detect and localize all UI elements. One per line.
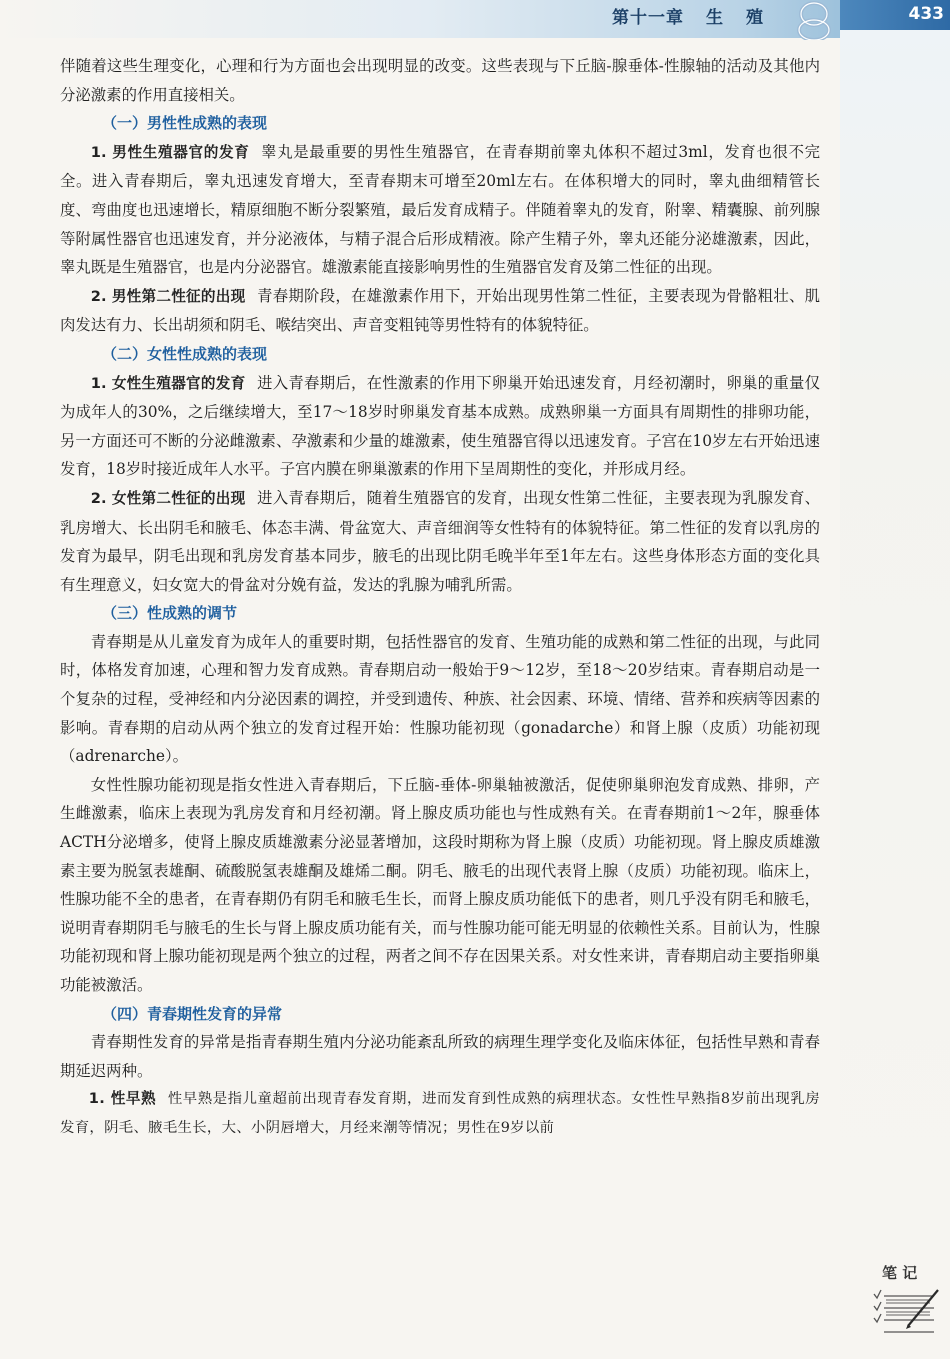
chapter-label: 第十一章 — [612, 8, 684, 28]
chapter-name-char-1: 生 — [706, 8, 724, 28]
subheading-female-secondary: 2. 女性第二性征的出现 — [90, 489, 246, 507]
page-number: 433 — [908, 4, 944, 24]
section-heading-male: （一）男性性成熟的表现 — [102, 114, 268, 133]
intro-paragraph: 伴随着这些生理变化，心理和行为方面也会出现明显的改变。这些表现与下丘脑-腺垂体-性腺轴的活动及其他内分泌激素的作用直接相关。 — [60, 57, 820, 104]
notes-label: 笔 记 — [882, 1264, 918, 1282]
paragraph-puberty-onset: 青春期是从儿童发育为成年人的重要时期，包括性器官的发育、生殖功能的成熟和第二性征的出现，与此同时，体格发育加速，心理和智力发育成熟。青春期启动一般始于9～12岁，至18～20岁结束。青春期启动是一个复杂的过程，受神经和内分泌因素的调控，并受到遗传、种族、社会因素、环境、情绪、营养和疾病等因素的影响。青春期的启动从两个独立的发育过程开始：性腺功能初现（gonadarche）和肾上腺（皮质）功能初现（adrenarche）。 — [60, 632, 820, 766]
page-body — [60, 52, 820, 1142]
chapter-name-char-2: 殖 — [746, 8, 764, 28]
text-precocious-puberty: 性早熟是指儿童超前出现青春发育期，进而发育到性成熟的病理状态。女性性早熟指8岁前出现乳房发育，阴毛、腋毛生长，大、小阴唇增大，月经来潮等情况；男性在9岁以前 — [60, 1091, 820, 1136]
subheading-female-organs: 1. 女性生殖器官的发育 — [90, 374, 246, 392]
paragraph-female-secondary — [60, 484, 820, 599]
paragraph-gonadarche: 女性性腺功能初现是指女性进入青春期后，下丘脑-垂体-卵巢轴被激活，促使卵巢卵泡发育成熟、排卵，产生雌激素，临床上表现为乳房发育和月经初潮。肾上腺皮质功能也与性成熟有关。在青春期前1～2年，腺垂体ACTH分泌增多，使肾上腺皮质雄激素分泌显著增加，这段时期称为肾上腺（皮质）功能初现。肾上腺皮质雄激素主要为脱氢表雄酮、硫酸脱氢表雄酮及雄烯二酮。阴毛、腋毛的出现代表肾上腺（皮质）功能初现。临床上，性腺功能不全的患者，在青春期仍有阴毛和腋毛生长，而肾上腺皮质功能低下的患者，则几乎没有阴毛和腋毛，说明青春期阴毛与腋毛的生长与肾上腺皮质功能有关，而与性腺功能可能无明显的依赖性关系。目前认为，性腺功能初现和肾上腺功能初现是两个独立的过程，两者之间不存在因果关系。对女性来讲，青春期启动主要指卵巢功能被激活。 — [60, 775, 820, 994]
notes-margin — [840, 30, 950, 1250]
subheading-male-organs: 1. 男性生殖器官的发育 — [90, 143, 250, 161]
notes-pen-icon — [872, 1282, 942, 1340]
paragraph-female-organs — [60, 369, 820, 484]
text-female-secondary: 进入青春期后，随着生殖器官的发育，出现女性第二性征，主要表现为乳腺发育、乳房增大、长出阴毛和腋毛、体态丰满、骨盆宽大、声音细润等女性特有的体貌特征。第二性征的发育以乳房的发育为最早，阴毛出现和乳房发育基本同步，腋毛的出现比阴毛晚半年至1年左右。这些身体形态方面的变化具有生理意义，妇女宽大的骨盆对分娩有益，发达的乳腺为哺乳所需。 — [60, 488, 820, 594]
text-female-organs: 进入青春期后，在性激素的作用下卵巢开始迅速发育，月经初潮时，卵巢的重量仅为成年人的30%，之后继续增大，至17～18岁时卵巢发育基本成熟。成熟卵巢一方面具有周期性的排卵功能，另一方面还可不断的分泌雌激素、孕激素和少量的雄激素，使生殖器官得以迅速发育。子宫在10岁左右开始迅速发育，18岁时接近成年人水平。子宫内膜在卵巢激素的作用下呈周期性的变化，并形成月经。 — [60, 373, 820, 479]
paragraph-male-organs — [60, 138, 820, 282]
section-heading-abnormal: （四）青春期性发育的异常 — [102, 1004, 283, 1023]
section-heading-regulation: （三）性成熟的调节 — [102, 604, 238, 623]
section-heading-female: （二）女性性成熟的表现 — [102, 344, 268, 363]
paragraph-male-secondary — [60, 282, 820, 340]
subheading-male-secondary: 2. 男性第二性征的出现 — [90, 287, 246, 305]
chapter-title — [612, 5, 764, 31]
text-male-organs: 睾丸是最重要的男性生殖器官，在青春期前睾丸体积不超过3ml，发育也很不完全。进入青春期后，睾丸迅速发育增大，至青春期末可增至20ml左右。在体积增大的同时，睾丸曲细精管长度、弯曲度也迅速增长，精原细胞不断分裂繁殖，最后发育成精子。伴随着睾丸的发育，附睾、精囊腺、前列腺等附属性器官也迅速发育，并分泌液体，与精子混合后形成精液。除产生精子外，睾丸还能分泌雄激素，因此，睾丸既是生殖器官，也是内分泌器官。雄激素能直接影响男性的生殖器官发育及第二性征的出现。 — [60, 142, 820, 277]
text-male-secondary: 青春期阶段，在雄激素作用下，开始出现男性第二性征，主要表现为骨骼粗壮、肌肉发达有力、长出胡须和阴毛、喉结突出、声音变粗钝等男性特有的体貌特征。 — [60, 286, 820, 335]
subheading-precocious-puberty: 1. 性早熟 — [88, 1090, 157, 1108]
page-number-tab — [840, 0, 950, 30]
paragraph-precocious-puberty — [60, 1085, 820, 1142]
paragraph-abnormal-intro: 青春期性发育的异常是指青春期生殖内分泌功能紊乱所致的病理生理学变化及临床体征，包括性早熟和青春期延迟两种。 — [60, 1033, 820, 1080]
chapter-ornament-icon — [784, 0, 844, 40]
